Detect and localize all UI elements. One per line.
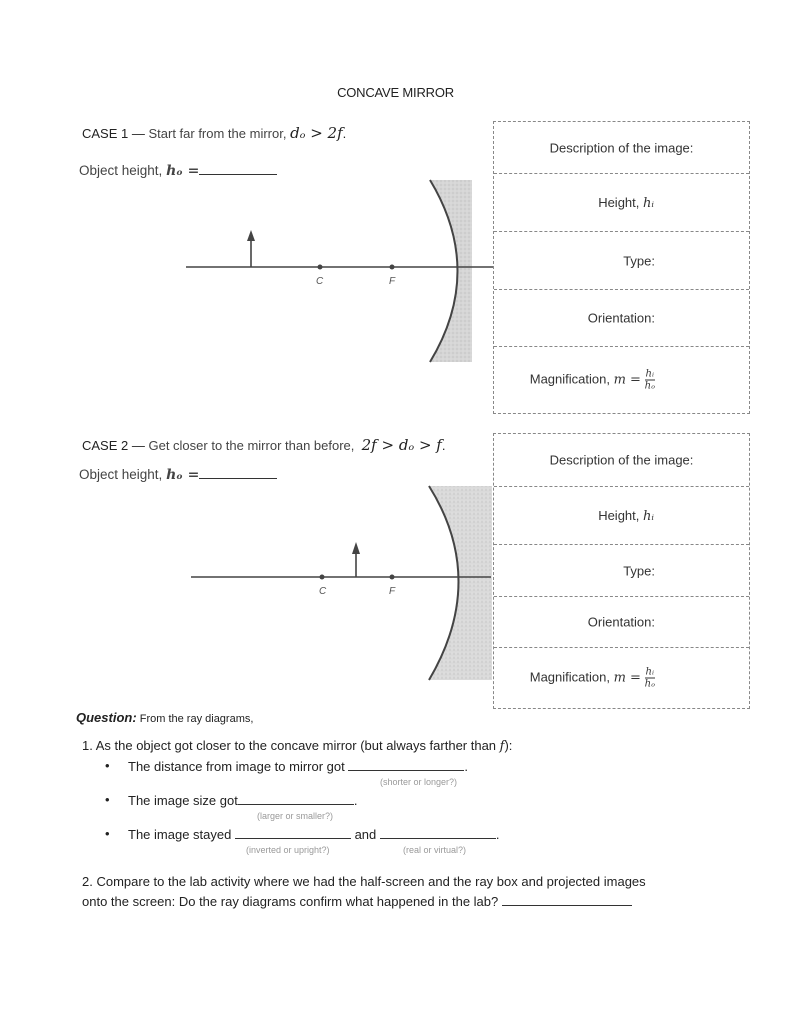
case1-line <box>82 124 346 142</box>
case2-magnification-cell[interactable] <box>494 648 749 708</box>
case2-object-height-symbol: hₒ = <box>166 467 200 483</box>
case1-label-c: C <box>316 276 324 287</box>
bullet-3-hint-1: (inverted or upright?) <box>246 845 330 855</box>
bullet-3-text: The image stayed <box>128 827 235 842</box>
case1-label-f: F <box>389 276 396 287</box>
case2-object-height <box>79 466 277 483</box>
case1-condition: dₒ > 2f <box>290 124 343 142</box>
bullet-3-blank-2[interactable] <box>380 826 496 839</box>
bullet-1: The distance from image to mirror got . <box>128 759 468 774</box>
bullet-3-blank-1[interactable] <box>235 826 351 839</box>
case1-object-arrowhead <box>247 230 255 241</box>
question-label: Question: <box>76 710 137 725</box>
case1-description-label: Description of the image: <box>549 140 694 155</box>
case2-object-height-label: Object height, <box>79 467 167 482</box>
page-title: CONCAVE MIRROR <box>337 85 454 100</box>
case2-mirror-backing <box>429 486 492 680</box>
case1-type-label: Type: <box>623 253 655 268</box>
question-2-blank[interactable] <box>502 893 632 906</box>
case1-height-label: Height, hᵢ <box>598 194 654 211</box>
bullet-1-blank[interactable] <box>348 758 464 771</box>
case2-image-panel <box>493 433 750 709</box>
case1-heading: CASE 1 — <box>82 126 145 141</box>
question-1: 1. As the object got closer to the concave mirror (but always farther than f): <box>82 738 513 754</box>
case1-tail: . <box>342 126 347 141</box>
bullet-3: The image stayed and . <box>128 827 500 842</box>
bullet-2-blank[interactable] <box>238 792 354 805</box>
question-1-f: f <box>499 739 505 754</box>
case1-ray-diagram <box>180 176 495 366</box>
case2-condition: 2f > dₒ > f <box>361 436 442 454</box>
bullet-2-marker: • <box>105 792 110 807</box>
case2-magnification-label: Magnification, m = $\frac{\text{hᵢ}}{\text{hₒ}}$ <box>529 666 655 690</box>
case2-orientation-label: Orientation: <box>587 614 655 630</box>
case2-object-arrowhead <box>352 542 360 554</box>
case1-orientation-cell[interactable] <box>494 290 749 347</box>
case2-point-f <box>390 575 395 580</box>
question-heading <box>76 710 253 725</box>
bullet-3-hint-2: (real or virtual?) <box>403 845 467 855</box>
case1-text: Start far from the mirror, <box>144 126 291 141</box>
case1-image-panel <box>493 121 750 414</box>
bullet-1-text: The distance from image to mirror got <box>128 759 349 774</box>
case2-text: Get closer to the mirror than before, <box>144 438 362 453</box>
bullet-2-text: The image size got <box>128 793 238 808</box>
case2-label-f: F <box>389 586 396 597</box>
case1-object-height-symbol: hₒ = <box>166 163 200 179</box>
case1-point-f <box>390 265 395 270</box>
case1-magnification-fraction: $\frac{\text{hᵢ}}{\text{hₒ}}$ <box>644 368 655 392</box>
case1-height-symbol: hᵢ <box>643 195 654 211</box>
case2-object-height-blank[interactable] <box>199 466 277 479</box>
case2-heading: CASE 2 — <box>82 438 145 453</box>
bullet-3-marker: • <box>105 826 110 841</box>
question-intro: From the ray diagrams, <box>136 713 254 725</box>
case1-object-height-blank[interactable] <box>199 162 277 175</box>
case1-orientation-label: Orientation: <box>587 310 655 326</box>
bullet-2-hint: (larger or smaller?) <box>257 811 334 821</box>
case2-height-symbol: hᵢ <box>643 508 654 524</box>
case2-orientation-cell[interactable] <box>494 597 749 648</box>
case2-description-cell[interactable] <box>494 434 749 487</box>
case1-magnification-label: Magnification, m = $\frac{\text{hᵢ}}{\text{hₒ}}$ <box>529 368 655 392</box>
case1-type-cell[interactable] <box>494 232 749 290</box>
case2-magnification-fraction: $\frac{\text{hᵢ}}{\text{hₒ}}$ <box>644 666 655 690</box>
case2-type-label: Type: <box>623 563 655 578</box>
question-2-line-2: onto the screen: Do the ray diagrams confirm what happened in the lab? <box>82 893 632 909</box>
case1-description-cell[interactable] <box>494 122 749 174</box>
case2-description-label: Description of the image: <box>549 452 694 468</box>
case1-point-c <box>318 265 323 270</box>
case2-type-cell[interactable] <box>494 545 749 597</box>
question-2-line-1: 2. Compare to the lab activity where we had the half-screen and the ray box and projected images <box>82 874 646 889</box>
bullet-1-hint: (shorter or longer?) <box>380 777 458 787</box>
case1-height-cell[interactable] <box>494 174 749 232</box>
case2-label-c: C <box>319 586 327 597</box>
case2-height-label: Height, hᵢ <box>598 507 654 524</box>
bullet-2: The image size got . <box>128 793 358 808</box>
bullet-1-marker: • <box>105 758 110 773</box>
case1-object-height-label: Object height, <box>79 163 167 178</box>
case1-mirror-backing <box>430 180 472 362</box>
case2-line <box>82 436 446 454</box>
case2-height-cell[interactable] <box>494 487 749 545</box>
case2-ray-diagram <box>185 484 495 684</box>
case2-tail: . <box>441 438 446 453</box>
case1-magnification-cell[interactable] <box>494 347 749 413</box>
case2-point-c <box>320 575 325 580</box>
